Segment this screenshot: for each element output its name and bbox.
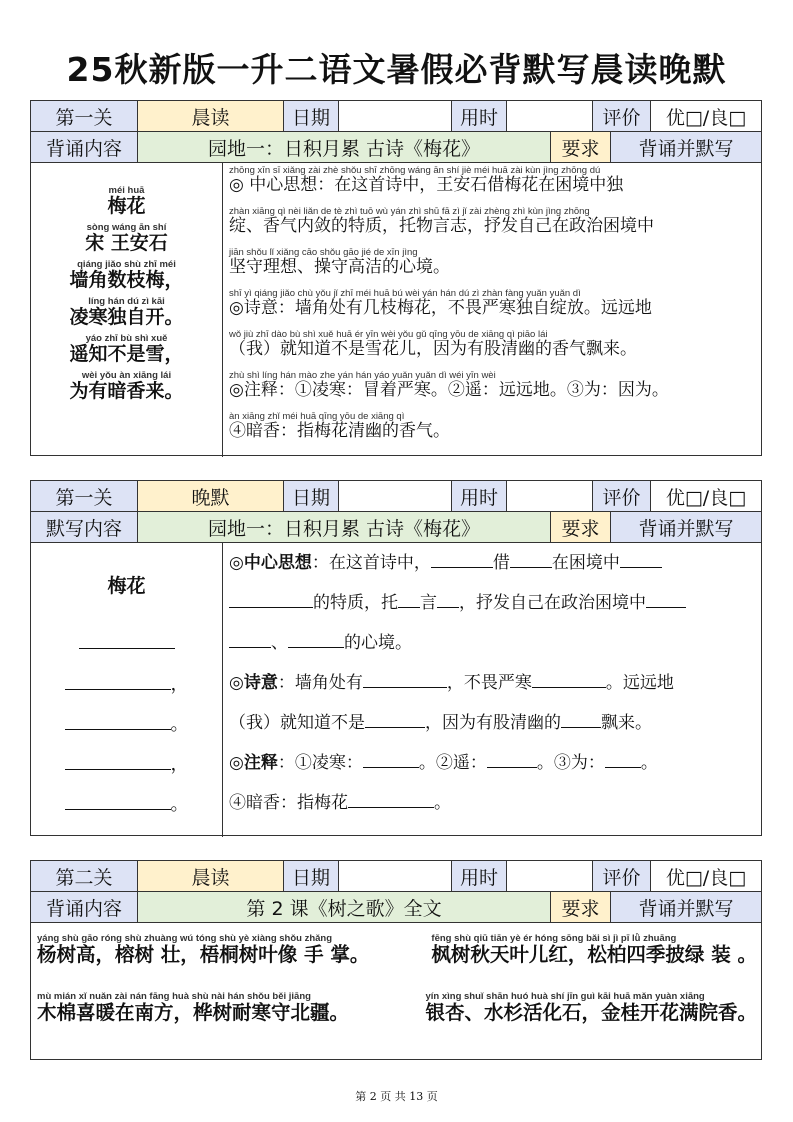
- content-title: 第 2 课《树之歌》全文: [138, 892, 551, 922]
- explain-line: shī yì qiáng jiǎo chù yǒu jǐ zhī méi huā bú wèi yán hán dú zì zhàn fàng yuǎn yuǎn dì ◎诗意：墙角处有几枝梅花，不畏严寒独自绽放。远远地: [229, 288, 652, 318]
- dictation-line[interactable]: 。: [31, 790, 222, 810]
- poem-line: líng hán dú zì kāi 凌寒独自开。: [69, 296, 184, 328]
- requirement-text: 背诵并默写: [611, 892, 761, 922]
- content-row: [31, 892, 761, 923]
- eval-options[interactable]: 优□/良□: [651, 481, 761, 511]
- fill-line[interactable]: ◎中心思想：在这首诗中， 借 在困境中: [229, 543, 755, 583]
- eval-label: 评价: [593, 101, 651, 131]
- level-label: 第一关: [31, 101, 138, 131]
- fill-line[interactable]: ④暗香：指梅花 。: [229, 783, 755, 823]
- fill-line[interactable]: 、 的心境。: [229, 623, 755, 663]
- poem-title: méi huā 梅花: [107, 185, 146, 217]
- level-label: 第二关: [31, 861, 138, 891]
- dictation-line[interactable]: 。: [31, 710, 222, 730]
- song-text: [31, 923, 761, 1049]
- mode-label: 晚默: [138, 481, 284, 511]
- requirement-text: 背诵并默写: [611, 132, 761, 162]
- time-field[interactable]: [507, 101, 593, 131]
- explain-line: jiān shǒu lǐ xiǎng cāo shǒu gāo jié de xīn jìng 坚守理想、操守高洁的心境。: [229, 247, 450, 277]
- dictation-body: [31, 543, 761, 837]
- header-row: [31, 861, 761, 892]
- content-label: 背诵内容: [31, 132, 138, 162]
- level-label: 第一关: [31, 481, 138, 511]
- date-field[interactable]: [339, 481, 452, 511]
- explain-line: àn xiāng zhǐ méi huā qīng yōu de xiāng qì ④暗香：指梅花清幽的香气。: [229, 411, 450, 441]
- explain-line: zhàn xiāng qì nèi liǎn de tè zhì tuō wù yán zhì shū fā zì jǐ zài zhèng zhì kùn jìng zhōng 绽、香气内敛的特质，托物言志，抒发自己在政治困境中: [229, 206, 654, 236]
- date-field[interactable]: [339, 861, 452, 891]
- eval-options[interactable]: 优□/良□: [651, 101, 761, 131]
- header-row: [31, 481, 761, 512]
- fill-line[interactable]: 的特质，托 言 ，抒发自己在政治困境中: [229, 583, 755, 623]
- reading-body: [31, 163, 761, 457]
- time-field[interactable]: [507, 861, 593, 891]
- poem-author: sòng wáng ān shí 宋 王安石: [85, 222, 168, 254]
- poem-line: qiáng jiǎo shù zhī méi 墙角数枝梅，: [69, 259, 184, 291]
- requirement-label: 要求: [551, 892, 611, 922]
- poem-line: wèi yǒu àn xiāng lái 为有暗香来。: [69, 370, 184, 402]
- eval-options[interactable]: 优□/良□: [651, 861, 761, 891]
- block-morning-reading-2: [30, 860, 762, 1060]
- content-title: 园地一：日积月累 古诗《梅花》: [138, 132, 551, 162]
- requirement-label: 要求: [551, 132, 611, 162]
- content-label: 背诵内容: [31, 892, 138, 922]
- song-line: yín xìng shuǐ shān huó huà shí jīn guì kāi huā mǎn yuàn xiāng 银杏、水杉活化石，金桂开花满院香。: [425, 991, 757, 1024]
- fill-line[interactable]: ◎诗意：墙角处有 ，不畏严寒 。远远地: [229, 663, 755, 703]
- content-label: 默写内容: [31, 512, 138, 542]
- content-row: [31, 512, 761, 543]
- eval-label: 评价: [593, 481, 651, 511]
- song-line: fēng shù qiū tiān yè ér hóng sōng bǎi sì jì pī lǜ zhuāng 枫树秋天叶儿红，松柏四季披绿 装 。: [431, 933, 757, 966]
- requirement-text: 背诵并默写: [611, 512, 761, 542]
- poem-panel: [31, 163, 223, 457]
- content-row: [31, 132, 761, 163]
- explain-line: zhù shì líng hán mào zhe yán hán yáo yuǎn yuǎn dì wéi yīn wèi ◎注释：①凌寒：冒着严寒。②遥：远远地。③为：因为。: [229, 370, 669, 400]
- page-title: 25秋新版一升二语文暑假必背默写晨读晚默: [66, 50, 727, 89]
- mode-label: 晨读: [138, 861, 284, 891]
- eval-label: 评价: [593, 861, 651, 891]
- content-title: 园地一：日积月累 古诗《梅花》: [138, 512, 551, 542]
- dictation-line[interactable]: [31, 630, 222, 650]
- explanation-panel: [223, 163, 761, 457]
- explain-line: wǒ jiù zhī dào bù shì xuě huā ér yīn wèi yǒu gǔ qīng yōu de xiāng qì piāo lái （我）就知道不是雪花儿，因为有股清幽的香气飘来。: [229, 329, 637, 359]
- fill-line[interactable]: ◎注释：①凌寒： 。②遥： 。③为： 。: [229, 743, 755, 783]
- dictation-poem-panel: [31, 543, 223, 837]
- fill-line[interactable]: （我）就知道不是 ，因为有股清幽的 飘来。: [229, 703, 755, 743]
- mode-label: 晨读: [138, 101, 284, 131]
- dictation-fill-panel: [223, 543, 761, 837]
- date-label: 日期: [284, 101, 339, 131]
- date-label: 日期: [284, 481, 339, 511]
- block-evening-dictation-1: [30, 480, 762, 836]
- dictation-line[interactable]: ，: [31, 750, 222, 770]
- date-field[interactable]: [339, 101, 452, 131]
- time-label: 用时: [452, 861, 507, 891]
- time-label: 用时: [452, 101, 507, 131]
- page-footer: 第 2 页 共 13 页: [355, 1090, 438, 1103]
- block-morning-reading-1: [30, 100, 762, 456]
- explain-line: zhōng xīn sī xiǎng zài zhè shǒu shī zhōng wáng ān shí jiè méi huā zài kùn jìng zhōng dú ◎ 中心思想：在这首诗中，王安石借梅花在困境中独: [229, 165, 624, 195]
- time-field[interactable]: [507, 481, 593, 511]
- poem-line: yáo zhī bù shì xuě 遥知不是雪，: [69, 333, 184, 365]
- header-row: [31, 101, 761, 132]
- song-line: yáng shù gāo róng shù zhuàng wú tóng shù yè xiàng shǒu zhǎng 杨树高，榕树 壮，梧桐树叶像 手 掌。: [37, 933, 370, 966]
- song-line: mù mián xǐ nuǎn zài nán fāng huà shù nài hán shǒu běi jiāng 木棉喜暖在南方，桦树耐寒守北疆。: [37, 991, 350, 1024]
- time-label: 用时: [452, 481, 507, 511]
- date-label: 日期: [284, 861, 339, 891]
- requirement-label: 要求: [551, 512, 611, 542]
- dictation-line[interactable]: ，: [31, 670, 222, 690]
- dictation-poem-title: 梅花: [107, 575, 146, 597]
